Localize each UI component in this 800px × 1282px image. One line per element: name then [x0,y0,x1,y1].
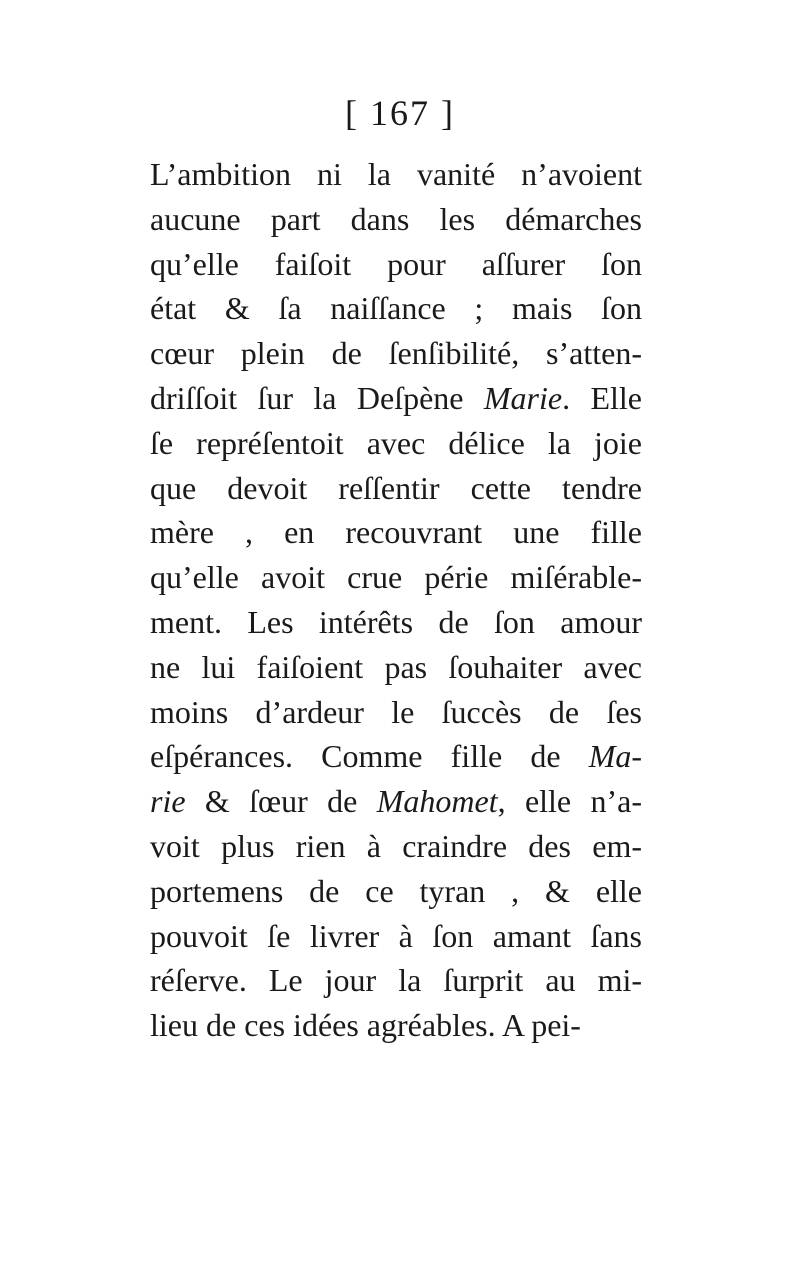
text-line [150,421,642,466]
text-line [150,197,642,242]
text-line [150,690,642,735]
text-segment: L’ambition ni la vanité n’avoient [150,156,642,192]
body-text [150,152,642,1048]
text-line [150,824,642,869]
text-line [150,466,642,511]
text-segment: lieu de ces idées agréables. A pei- [150,1007,581,1044]
text-segment: , elle n’a- [497,783,643,820]
italic-text-segment: Mahomet [376,783,498,820]
text-line [150,331,642,376]
text-segment: qu’elle avoit crue périe miſérable- [150,559,642,596]
text-segment: & ſœur de [185,783,377,820]
text-segment: qu’elle faiſoit pour aſſurer ſon [150,245,642,282]
italic-text-segment: Marie [483,379,563,416]
text-line [150,376,642,421]
text-segment: état & ſa naiſſance ; mais ſon [150,290,642,327]
text-segment: voit plus rien à craindre des em- [150,827,642,864]
text-segment: ment. Les intérêts de ſon amour [150,603,642,640]
text-segment: . Elle [562,379,643,416]
text-segment: aucune part dans les démarches [150,200,642,237]
text-segment: pouvoit ſe livrer à ſon amant ſans [150,917,642,954]
text-line [150,914,642,959]
italic-text-segment: rie [150,783,186,820]
text-segment: driſſoit ſur la Deſpène [150,379,484,416]
text-line [150,645,642,690]
text-line [150,869,642,914]
text-line [150,152,642,197]
text-line [150,1003,642,1048]
page-number: [ 167 ] [345,93,455,133]
text-segment: portemens de ce tyran , & elle [150,872,642,909]
italic-text-segment: Ma- [588,738,642,775]
text-line [150,510,642,555]
text-line [150,600,642,645]
text-line [150,555,642,600]
text-segment: cœur plein de ſenſibilité, s’atten- [150,335,642,372]
text-segment: ne lui faiſoient pas ſouhaiter avec [150,648,642,685]
text-line [150,734,642,779]
text-line [150,286,642,331]
text-segment: ſe repréſentoit avec délice la joie [150,424,642,461]
text-segment: que devoit reſſentir cette tendre [150,469,642,506]
text-segment: moins d’ardeur le ſuccès de ſes [150,693,642,730]
text-line [150,779,642,824]
text-segment: eſpérances. Comme fille de [150,738,589,775]
text-line [150,958,642,1003]
text-segment: mère , en recouvrant une fille [150,514,642,551]
text-segment: réſerve. Le jour la ſurprit au mi- [150,962,642,999]
text-line [150,242,642,287]
